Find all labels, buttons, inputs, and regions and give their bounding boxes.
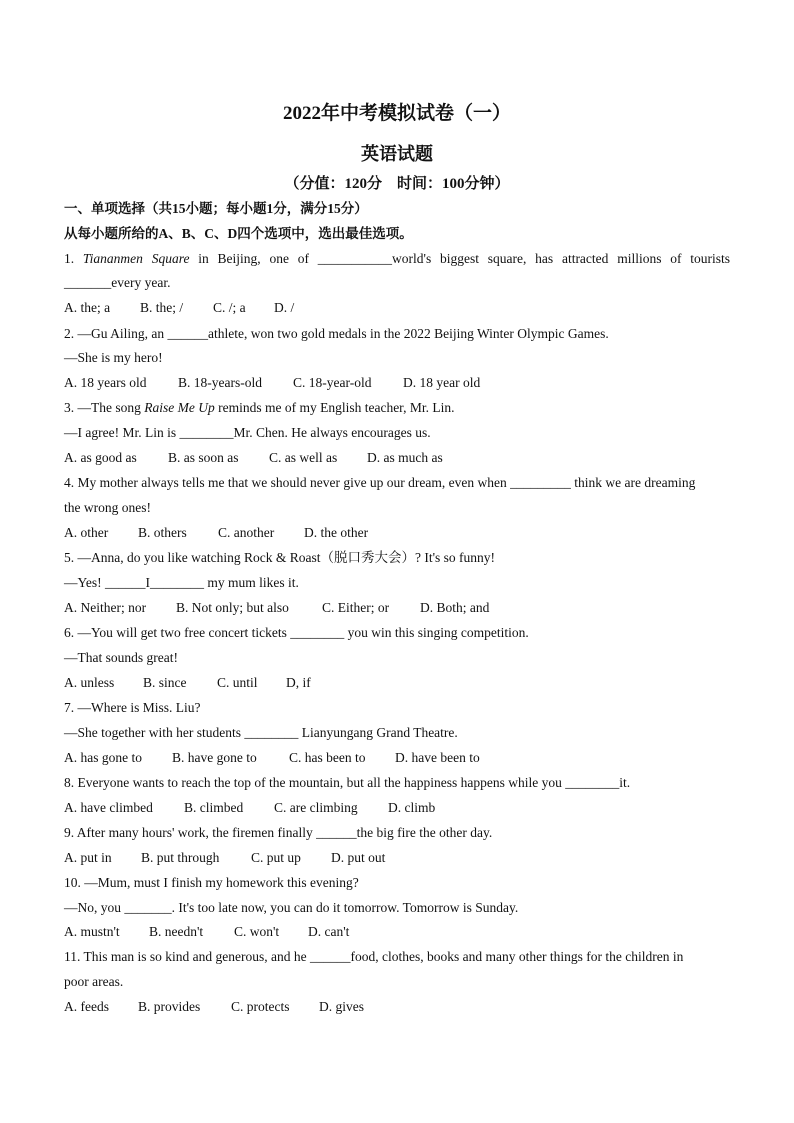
question-8-options xyxy=(64,798,730,818)
question-9-options xyxy=(64,848,730,868)
option-a: A. mustn't xyxy=(64,924,120,939)
exam-subtitle: 英语试题 xyxy=(361,144,433,164)
question-5-options xyxy=(64,598,730,618)
question-11-options xyxy=(64,997,730,1017)
question-3-text-pre: 3. —The song xyxy=(64,400,141,415)
option-c: C. won't xyxy=(234,924,280,939)
option-d: D. put out xyxy=(331,850,386,865)
question-8-line-1: 8. Everyone wants to reach the top of the mountain, but all the happiness happens while you ________it. xyxy=(64,775,631,790)
question-4-line-2: the wrong ones! xyxy=(64,500,151,515)
option-c: C. /; a xyxy=(213,300,246,315)
option-d: D. can't xyxy=(308,924,350,939)
question-1-text: in Beijing, one of ___________world's biggest square, has attracted millions of tourists xyxy=(198,251,731,266)
option-b: B. as soon as xyxy=(168,450,239,465)
instruction: 从每小题所给的A、B、C、D四个选项中，选出最佳选项。 xyxy=(64,226,413,241)
option-c: C. another xyxy=(218,525,275,540)
option-d: D. climb xyxy=(388,800,436,815)
question-10-line-2: —No, you _______. It's too late now, you can do it tomorrow. Tomorrow is Sunday. xyxy=(64,900,519,915)
option-d: D. / xyxy=(274,300,295,315)
option-a: A. as good as xyxy=(64,450,137,465)
question-1-options xyxy=(64,298,730,318)
song-title: Raise Me Up xyxy=(144,400,215,415)
option-a: A. other xyxy=(64,525,109,540)
question-4-options xyxy=(64,523,730,543)
question-3-text-post: reminds me of my English teacher, Mr. Lin. xyxy=(218,400,455,415)
option-a: A. have climbed xyxy=(64,800,153,815)
option-d: D. 18 year old xyxy=(403,375,481,390)
option-a: A. 18 years old xyxy=(64,375,147,390)
exam-title: 2022年中考模拟试卷（一） xyxy=(282,103,511,124)
question-1-italic: Tiananmen Square xyxy=(82,251,190,266)
option-a: A. has gone to xyxy=(64,750,142,765)
question-5-line-1: 5. —Anna, do you like watching Rock & Roast（脱口秀大会）? It's so funny! xyxy=(64,550,496,565)
option-b: B. have gone to xyxy=(172,750,257,765)
option-c: C. Either; or xyxy=(322,600,390,615)
question-3-line-2: —I agree! Mr. Lin is ________Mr. Chen. He always encourages us. xyxy=(64,425,431,440)
question-9-line-1: 9. After many hours' work, the firemen finally ______the big fire the other day. xyxy=(64,825,493,840)
option-b: B. since xyxy=(143,675,187,690)
question-4-line-1: 4. My mother always tells me that we should never give up our dream, even when _________ think we are dreaming xyxy=(64,475,696,490)
option-d: D. as much as xyxy=(367,450,443,465)
option-a: A. put in xyxy=(64,850,112,865)
option-c: C. until xyxy=(217,675,258,690)
option-b: B. needn't xyxy=(149,924,204,939)
option-d: D, if xyxy=(286,675,311,690)
question-1-line-1 xyxy=(64,249,730,269)
question-3-options xyxy=(64,448,730,468)
question-2-line-2: —She is my hero! xyxy=(64,350,163,365)
option-d: D. gives xyxy=(319,999,364,1014)
question-2-line-1: 2. —Gu Ailing, an ______athlete, won two gold medals in the 2022 Beijing Winter Olympic Games. xyxy=(64,326,609,341)
option-b: B. Not only; but also xyxy=(176,600,289,615)
option-a: A. feeds xyxy=(64,999,109,1014)
option-c: C. as well as xyxy=(269,450,338,465)
question-number: 1. xyxy=(64,251,75,266)
option-b: B. put through xyxy=(141,850,220,865)
option-b: B. the; / xyxy=(140,300,184,315)
option-c: C. has been to xyxy=(289,750,366,765)
option-c: C. 18-year-old xyxy=(293,375,372,390)
option-d: D. have been to xyxy=(395,750,480,765)
option-a: A. unless xyxy=(64,675,115,690)
question-6-options xyxy=(64,673,730,693)
option-a: A. the; a xyxy=(64,300,111,315)
question-3-line-1 xyxy=(64,398,730,418)
question-10-options xyxy=(64,922,730,942)
question-6-line-2: —That sounds great! xyxy=(64,650,178,665)
question-7-options xyxy=(64,748,730,768)
option-b: B. 18-years-old xyxy=(178,375,262,390)
score-info: （分值：120分 时间：100分钟） xyxy=(284,176,510,192)
question-1-line-2: _______every year. xyxy=(64,275,171,290)
option-c: C. are climbing xyxy=(274,800,358,815)
question-11-line-2: poor areas. xyxy=(64,974,124,989)
option-c: C. put up xyxy=(251,850,301,865)
question-6-line-1: 6. —You will get two free concert tickets ________ you win this singing competition. xyxy=(64,625,529,640)
question-2-options xyxy=(64,373,730,393)
option-c: C. protects xyxy=(231,999,290,1014)
option-b: B. provides xyxy=(138,999,201,1014)
question-10-line-1: 10. —Mum, must I finish my homework this evening? xyxy=(64,875,359,890)
option-b: B. others xyxy=(138,525,187,540)
section-heading: 一、单项选择（共15小题；每小题1分，满分15分） xyxy=(64,201,368,216)
question-11-line-1: 11. This man is so kind and generous, and he ______food, clothes, books and many other things for the children in xyxy=(64,949,684,964)
question-7-line-2: —She together with her students ________ Lianyungang Grand Theatre. xyxy=(64,725,458,740)
option-d: D. the other xyxy=(304,525,369,540)
option-d: D. Both; and xyxy=(420,600,490,615)
question-5-line-2: —Yes! ______I________ my mum likes it. xyxy=(64,575,299,590)
option-a: A. Neither; nor xyxy=(64,600,147,615)
option-b: B. climbed xyxy=(184,800,244,815)
question-7-line-1: 7. —Where is Miss. Liu? xyxy=(64,700,201,715)
